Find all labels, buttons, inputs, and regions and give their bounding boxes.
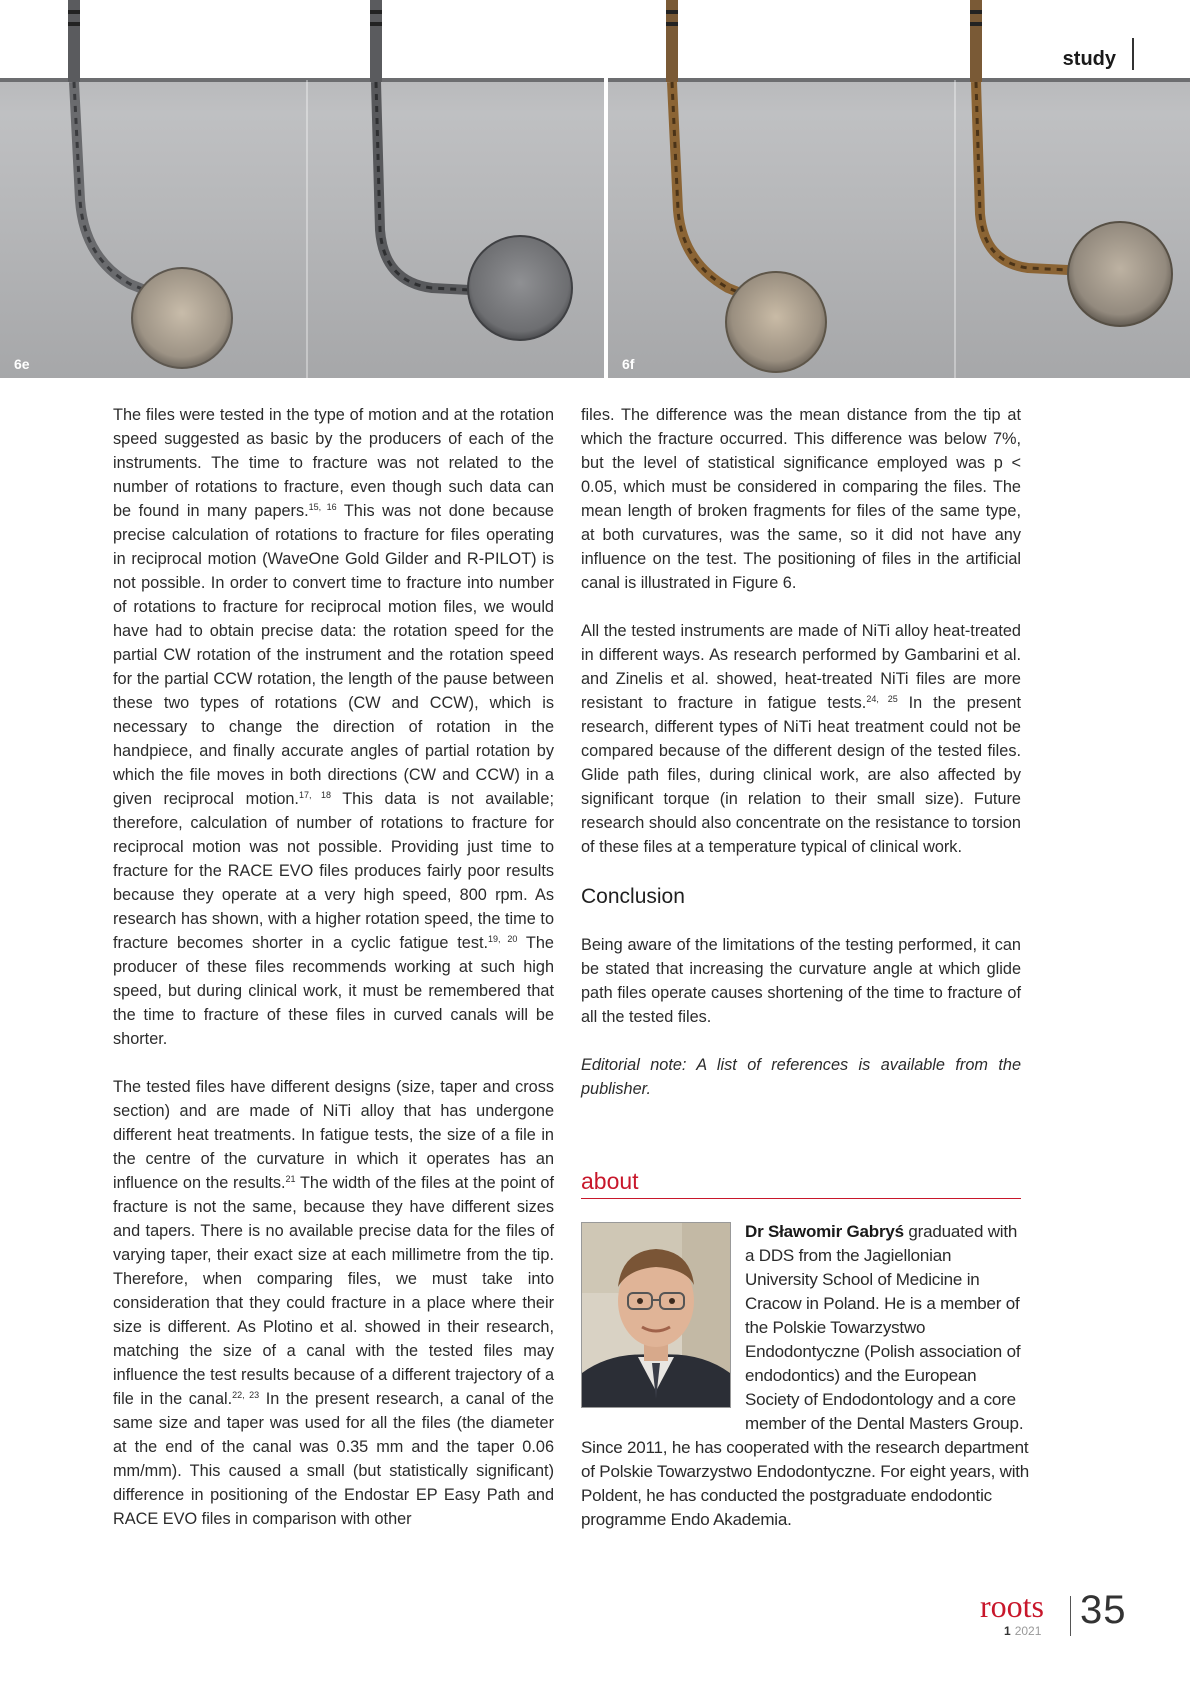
figure-panel-6e: [0, 0, 604, 378]
right-column: [581, 403, 1021, 1125]
page-number: 35: [1080, 1588, 1127, 1632]
conclusion-heading: Conclusion: [581, 885, 685, 908]
section-divider: [1132, 38, 1134, 70]
reference-superscript: 21: [285, 1174, 296, 1184]
about-heading: about: [581, 1168, 639, 1194]
section-tag: study: [1062, 48, 1116, 70]
figure-6: [0, 0, 1190, 378]
left-column: [113, 403, 554, 1555]
reference-superscript: 24, 25: [866, 694, 898, 704]
footer-divider: [1070, 1596, 1071, 1636]
author-bio-continued: Since 2011, he has cooperated with the research department of Polskie Towarzystwo Endodontyczne. For eight years, with Poldent, he has conducted the postgraduate endodontic programme Endo Akademia.: [581, 1438, 1030, 1529]
figure-label-6e: 6e: [14, 356, 30, 372]
issue-info: 1 2021: [1004, 1624, 1042, 1638]
author-bio: Dr Sławomir Gabryś graduated with a DDS from the Jagiellonian University School of Medicine in Cracow in Poland. He is a member of the Polskie Towarzystwo Endodontyczne (Polish association of endodontics) and the European Society of Endodontology and a core member of the Dental Masters Group.: [745, 1222, 1024, 1433]
author-photo: [581, 1222, 731, 1408]
figure-label-6f: 6f: [622, 356, 635, 372]
author-name: Dr Sławomir Gabryś: [745, 1222, 904, 1241]
body-paragraph: The files were tested in the type of motion and at the rotation speed suggested as basic by the producers of each of the instruments. The time to fracture was not related to the number of rotations to fracture, even though such data can be found in many papers.$^{15, 16}$ This was not done because precise calculation of rotations to fracture for files operating in reciprocal motion (WaveOne Gold Gilder and R-PILOT) is not possible. In order to convert time to fracture into number of rotations to fracture for reciprocal motion files, we would have had to obtain precise data: the rotation speed for the partial CW rotation of the instrument and the rotation speed for the partial CCW rotation, the length of the pause between these two types of rotations (CW and CCW), which is necessary to change the direction of rotation in the handpiece, and finally accurate angles of partial rotation by which the file moves in both directions (CW and CCW) in a given reciprocal motion.$^{17, 18}$ This data is not available; therefore, calculation of number of rotations to fracture for reciprocal motion was not possible. Providing just time to fracture for the RACE EVO files produces fairly poor results because they operate at a very high speed, 800 rpm. As research has shown, with a higher rotation speed, the time to fracture becomes shorter in a cyclic fatigue test.$^{19, 20}$ The producer of these files recommends working at such high speed, but during clinical work, it must be remembered that the time to fracture of these files in curved canals will be shorter.: [113, 406, 554, 1048]
conclusion-paragraph: Being aware of the limitations of the testing performed, it can be stated that increasing the curvature angle at which glide path files operate causes shortening of the time to fracture of all the tested files.: [581, 936, 1021, 1026]
magazine-logo: roots: [980, 1588, 1044, 1624]
body-paragraph: The tested files have different designs (size, taper and cross section) and are made of NiTi alloy that has undergone different heat treatments. In fatigue tests, the size of a file in the centre of the curvature in which it operates has an influence on the results.$^{21}$ The width of the files at the point of fracture is not the same, because they have different sizes and tapers. There is no available precise data for the files of varying taper, their exact size at each millimetre from the tip. Therefore, when comparing files, we must take into consideration that they could fracture in a place where their size is different. As Plotino et al. showed in their research, matching the size of a canal with the tested files may influence the test results because of a different trajectory of a file in the canal.$^{22, 23}$ In the present research, a canal of the same size and taper was used for all the files (the diameter at the end of the canal was 0.35 mm and the taper 0.06 mm/mm). This caused a small (but statistically significant) difference in positioning of the Endostar EP Easy Path and RACE EVO files in comparison with other: [113, 1078, 554, 1528]
reference-superscript: 15, 16: [308, 502, 337, 512]
body-paragraph: files. The difference was the mean distance from the tip at which the fracture occurred. This difference was below 7%, but the level of statistical significance employed was p < 0.05, which must be considered in comparing the files. The mean length of broken fragments for files of the same type, at both curvatures, was the same, so it did not have any influence on the test. The positioning of files in the artificial canal is illustrated in Figure 6.: [581, 406, 1021, 592]
reference-superscript: 17, 18: [298, 790, 331, 800]
reference-superscript: 22, 23: [232, 1390, 260, 1400]
editorial-note: Editorial note: A list of references is available from the publisher.: [581, 1056, 1021, 1098]
body-paragraph: All the tested instruments are made of NiTi alloy heat-treated in different ways. As research performed by Gambarini et al. and Zinelis et al. showed, heat-treated NiTi files are more resistant to fracture in fatigue tests.$^{24, 25}$ In the present research, different types of NiTi heat treatment could not be compared because of the different design of the tested files. Glide path files, during clinical work, are also affected by significant torque (in relation to their small size). Future research should also concentrate on the resistance to torsion of these files at a temperature typical of clinical work.: [581, 622, 1021, 856]
about-divider: [581, 1198, 1021, 1199]
reference-superscript: 19, 20: [488, 934, 518, 944]
file-canal-illustration-6e: [0, 0, 604, 378]
